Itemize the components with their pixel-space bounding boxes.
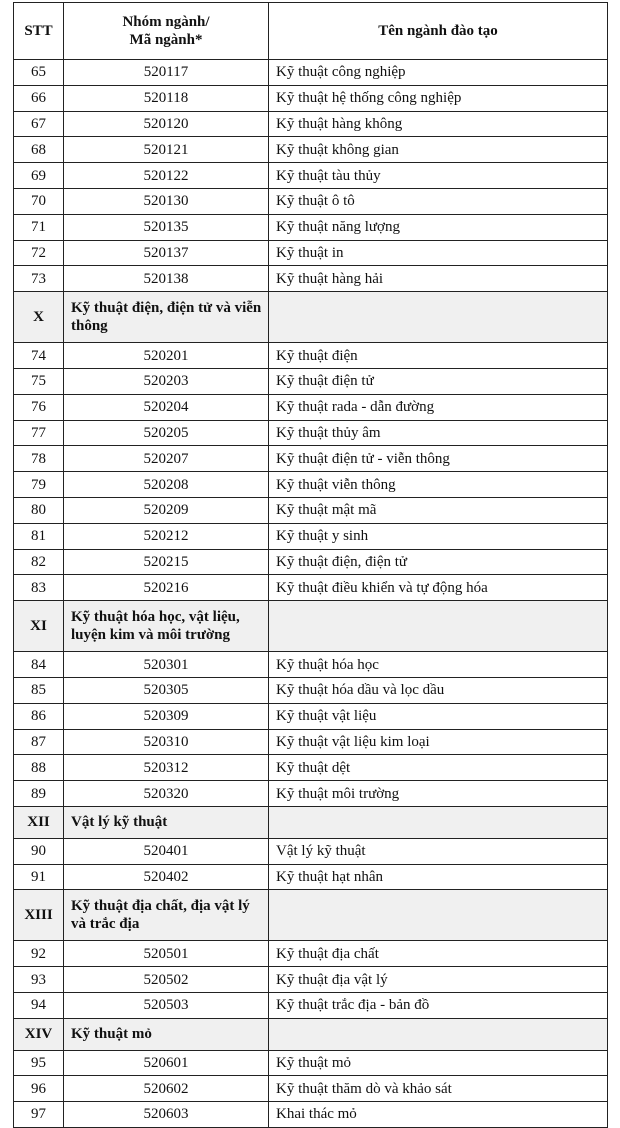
row-code: 520204: [64, 394, 269, 420]
table-body: [14, 60, 608, 1128]
row-code: 520502: [64, 967, 269, 993]
row-program-name: Kỹ thuật mỏ: [269, 1050, 608, 1076]
table-row: [14, 240, 608, 266]
header-name: Tên ngành đào tạo: [269, 3, 608, 60]
row-program-name: Kỹ thuật hóa dầu và lọc dầu: [269, 677, 608, 703]
row-stt: 94: [14, 992, 64, 1018]
row-code: 520209: [64, 497, 269, 523]
row-program-name: Kỹ thuật y sinh: [269, 523, 608, 549]
table-row: [14, 729, 608, 755]
row-program-name: Kỹ thuật vật liệu kim loại: [269, 729, 608, 755]
row-code: 520305: [64, 677, 269, 703]
table-header: [14, 3, 608, 60]
row-code: 520310: [64, 729, 269, 755]
row-stt: 70: [14, 188, 64, 214]
row-stt: 96: [14, 1076, 64, 1102]
row-code: 520301: [64, 652, 269, 678]
row-program-name: Kỹ thuật không gian: [269, 137, 608, 163]
row-program-name: Kỹ thuật điều khiển và tự động hóa: [269, 575, 608, 601]
row-stt: 92: [14, 941, 64, 967]
table-row: [14, 394, 608, 420]
row-program-name: Kỹ thuật điện, điện tử: [269, 549, 608, 575]
row-stt: 72: [14, 240, 64, 266]
table-row: [14, 1076, 608, 1102]
table-row: [14, 163, 608, 189]
row-stt: 84: [14, 652, 64, 678]
row-stt: 82: [14, 549, 64, 575]
group-name: Kỹ thuật mỏ: [64, 1018, 269, 1050]
row-program-name: Kỹ thuật in: [269, 240, 608, 266]
row-program-name: Kỹ thuật dệt: [269, 755, 608, 781]
row-stt: 87: [14, 729, 64, 755]
row-code: 520205: [64, 420, 269, 446]
row-code: 520602: [64, 1076, 269, 1102]
table-row: [14, 992, 608, 1018]
table-row: [14, 266, 608, 292]
row-code: 520137: [64, 240, 269, 266]
table-row: [14, 85, 608, 111]
table-row: [14, 575, 608, 601]
row-stt: 75: [14, 368, 64, 394]
row-code: 520207: [64, 446, 269, 472]
row-stt: 89: [14, 781, 64, 807]
header-code-line2: Mã ngành*: [129, 32, 203, 48]
row-stt: 91: [14, 864, 64, 890]
program-table-container: [13, 2, 607, 1128]
table-row: [14, 497, 608, 523]
row-stt: 95: [14, 1050, 64, 1076]
row-program-name: Kỹ thuật địa chất: [269, 941, 608, 967]
row-stt: 90: [14, 838, 64, 864]
table-row: [14, 838, 608, 864]
header-code: [64, 3, 269, 60]
table-row: [14, 523, 608, 549]
row-program-name: Kỹ thuật trắc địa - bản đồ: [269, 992, 608, 1018]
row-stt: 85: [14, 677, 64, 703]
row-stt: 80: [14, 497, 64, 523]
row-stt: 68: [14, 137, 64, 163]
table-row: [14, 864, 608, 890]
table-row: [14, 343, 608, 369]
table-row: [14, 967, 608, 993]
row-stt: 73: [14, 266, 64, 292]
group-empty-cell: [269, 890, 608, 941]
table-row: [14, 368, 608, 394]
row-stt: 81: [14, 523, 64, 549]
row-code: 520320: [64, 781, 269, 807]
row-code: 520402: [64, 864, 269, 890]
table-row: [14, 781, 608, 807]
table-row: [14, 214, 608, 240]
row-code: 520212: [64, 523, 269, 549]
row-stt: 66: [14, 85, 64, 111]
table-row: [14, 652, 608, 678]
group-numeral: XI: [14, 601, 64, 652]
group-row: [14, 292, 608, 343]
program-table: [13, 2, 608, 1128]
row-code: 520603: [64, 1102, 269, 1128]
row-program-name: Kỹ thuật hàng hải: [269, 266, 608, 292]
row-program-name: Kỹ thuật điện tử - viễn thông: [269, 446, 608, 472]
row-stt: 83: [14, 575, 64, 601]
row-stt: 77: [14, 420, 64, 446]
table-row: [14, 1050, 608, 1076]
row-program-name: Kỹ thuật thủy âm: [269, 420, 608, 446]
table-row: [14, 188, 608, 214]
row-code: 520118: [64, 85, 269, 111]
table-row: [14, 137, 608, 163]
row-stt: 93: [14, 967, 64, 993]
row-program-name: Kỹ thuật thăm dò và khảo sát: [269, 1076, 608, 1102]
row-program-name: Vật lý kỹ thuật: [269, 838, 608, 864]
row-stt: 71: [14, 214, 64, 240]
row-code: 520503: [64, 992, 269, 1018]
row-program-name: Kỹ thuật địa vật lý: [269, 967, 608, 993]
row-program-name: Khai thác mỏ: [269, 1102, 608, 1128]
row-stt: 79: [14, 472, 64, 498]
table-row: [14, 755, 608, 781]
row-program-name: Kỹ thuật hệ thống công nghiệp: [269, 85, 608, 111]
row-program-name: Kỹ thuật điện: [269, 343, 608, 369]
group-numeral: X: [14, 292, 64, 343]
group-row: [14, 601, 608, 652]
table-row: [14, 420, 608, 446]
row-program-name: Kỹ thuật hạt nhân: [269, 864, 608, 890]
header-row: [14, 3, 608, 60]
group-numeral: XIV: [14, 1018, 64, 1050]
row-code: 520601: [64, 1050, 269, 1076]
table-row: [14, 1102, 608, 1128]
table-row: [14, 677, 608, 703]
row-stt: 65: [14, 60, 64, 86]
row-code: 520120: [64, 111, 269, 137]
row-code: 520201: [64, 343, 269, 369]
group-empty-cell: [269, 292, 608, 343]
group-numeral: XIII: [14, 890, 64, 941]
table-row: [14, 472, 608, 498]
row-code: 520312: [64, 755, 269, 781]
table-row: [14, 446, 608, 472]
group-row: [14, 806, 608, 838]
row-code: 520117: [64, 60, 269, 86]
group-name: Kỹ thuật hóa học, vật liệu, luyện kim và môi trường: [64, 601, 269, 652]
row-code: 520401: [64, 838, 269, 864]
row-stt: 78: [14, 446, 64, 472]
row-program-name: Kỹ thuật hàng không: [269, 111, 608, 137]
header-code-line1: Nhóm ngành/: [122, 14, 210, 30]
table-row: [14, 111, 608, 137]
row-program-name: Kỹ thuật viễn thông: [269, 472, 608, 498]
row-program-name: Kỹ thuật công nghiệp: [269, 60, 608, 86]
group-name: Vật lý kỹ thuật: [64, 806, 269, 838]
row-code: 520122: [64, 163, 269, 189]
group-empty-cell: [269, 601, 608, 652]
row-stt: 97: [14, 1102, 64, 1128]
row-program-name: Kỹ thuật điện tử: [269, 368, 608, 394]
row-code: 520501: [64, 941, 269, 967]
row-stt: 86: [14, 703, 64, 729]
row-program-name: Kỹ thuật mật mã: [269, 497, 608, 523]
group-empty-cell: [269, 806, 608, 838]
row-stt: 74: [14, 343, 64, 369]
row-program-name: Kỹ thuật rada - dẫn đường: [269, 394, 608, 420]
row-code: 520203: [64, 368, 269, 394]
header-stt: STT: [14, 3, 64, 60]
row-stt: 67: [14, 111, 64, 137]
row-code: 520309: [64, 703, 269, 729]
table-row: [14, 941, 608, 967]
table-row: [14, 703, 608, 729]
row-code: 520121: [64, 137, 269, 163]
table-row: [14, 60, 608, 86]
row-stt: 88: [14, 755, 64, 781]
row-program-name: Kỹ thuật hóa học: [269, 652, 608, 678]
row-code: 520216: [64, 575, 269, 601]
row-program-name: Kỹ thuật ô tô: [269, 188, 608, 214]
row-code: 520138: [64, 266, 269, 292]
row-code: 520215: [64, 549, 269, 575]
row-code: 520208: [64, 472, 269, 498]
group-row: [14, 1018, 608, 1050]
row-program-name: Kỹ thuật vật liệu: [269, 703, 608, 729]
row-code: 520130: [64, 188, 269, 214]
row-code: 520135: [64, 214, 269, 240]
table-row: [14, 549, 608, 575]
group-numeral: XII: [14, 806, 64, 838]
row-program-name: Kỹ thuật năng lượng: [269, 214, 608, 240]
row-stt: 76: [14, 394, 64, 420]
group-row: [14, 890, 608, 941]
group-empty-cell: [269, 1018, 608, 1050]
row-program-name: Kỹ thuật tàu thủy: [269, 163, 608, 189]
row-stt: 69: [14, 163, 64, 189]
group-name: Kỹ thuật địa chất, địa vật lý và trắc địa: [64, 890, 269, 941]
row-program-name: Kỹ thuật môi trường: [269, 781, 608, 807]
group-name: Kỹ thuật điện, điện tử và viễn thông: [64, 292, 269, 343]
